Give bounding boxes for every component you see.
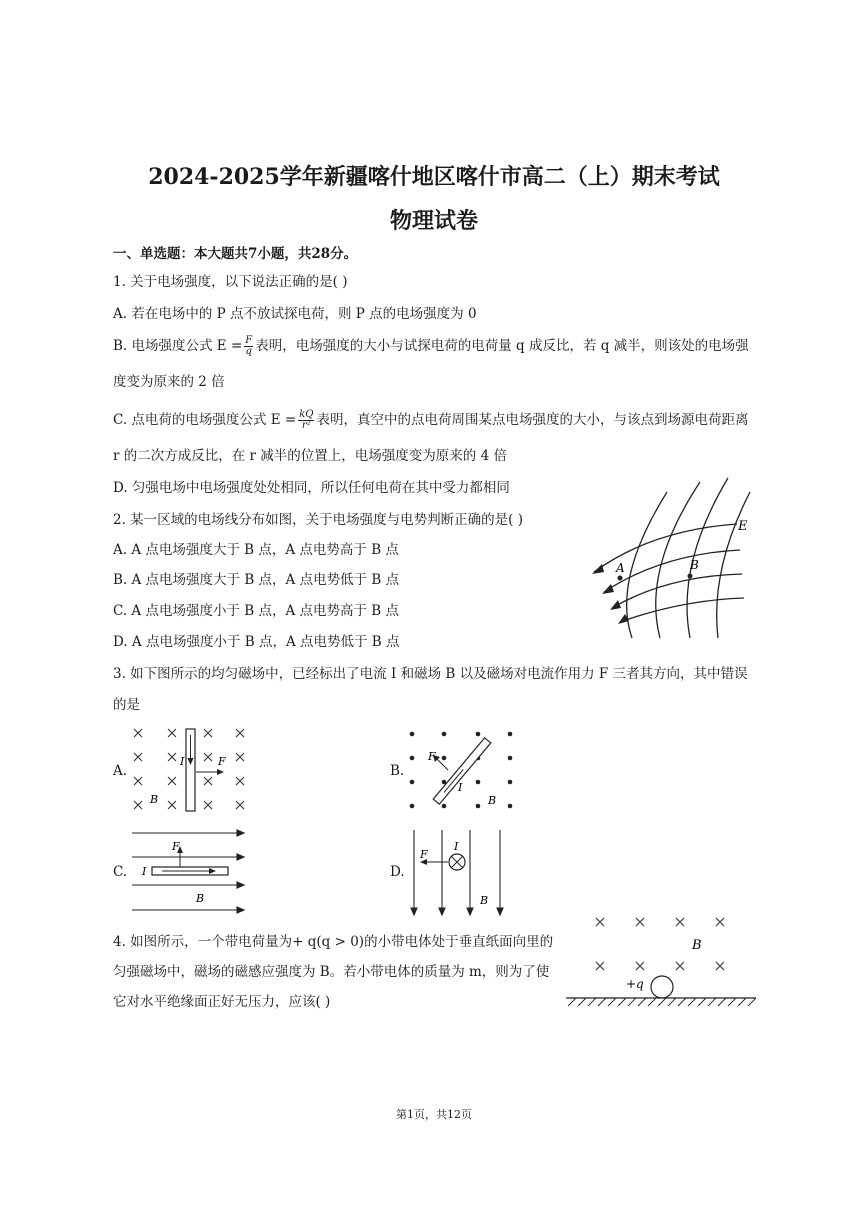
q1-option-c-cont: r 的二次方成反比，在 r 减半的位置上，电场强度变为原来的 4 倍 [113, 448, 507, 464]
force-label: F [428, 750, 436, 763]
q3-option-d-diagram [406, 828, 510, 920]
force-label: F [172, 840, 180, 853]
q4-diagram [562, 912, 758, 1012]
q3-option-b-label: B. [390, 763, 405, 779]
equipotential-arc-4 [717, 492, 750, 638]
q1-c-fraction [298, 410, 314, 431]
field-label: B [488, 794, 497, 807]
force-arrow [436, 758, 448, 770]
q3-option-b-diagram [404, 728, 522, 814]
current-label: I [454, 840, 459, 853]
field-line-3 [612, 574, 742, 608]
section-heading: 一、单选题：本大题共7小题，共28分。 [113, 246, 358, 262]
q2-field-line-diagram [572, 470, 762, 642]
q4-field-label: B [692, 938, 702, 953]
field-label: B [196, 892, 205, 905]
q2-option-c: C. A 点电场强度小于 B 点，A 点电势高于 B 点 [113, 603, 400, 619]
q1-b-frac-den: q [245, 346, 252, 357]
q1-stem: 1. 关于电场强度，以下说法正确的是( ) [113, 274, 348, 290]
field-line-4 [620, 598, 744, 622]
arrow-head-1 [592, 564, 604, 574]
q3-option-c-diagram [130, 828, 248, 916]
page-subtitle: 物理试卷 [389, 208, 478, 234]
q3-option-a-diagram [130, 725, 255, 815]
q1-option-a: A. 若在电场中的 P 点不放试探电荷，则 P 点的电场强度为 0 [113, 306, 477, 322]
q1-c-frac-den: r² [301, 420, 311, 431]
arrow-head-3 [610, 600, 621, 610]
q1-option-b-cont: 度变为原来的 2 倍 [113, 374, 225, 390]
current-label: I [458, 781, 463, 794]
field-label-e: E [738, 519, 748, 534]
charge-label: +q [626, 977, 644, 991]
point-a-dot [618, 576, 623, 581]
q1-c-post: 表明，真空中的点电荷周围某点电场强度的大小，与该点到场源电荷距离 [316, 412, 749, 428]
q4-line-3: 它对水平绝缘面正好无压力，应该( ) [113, 994, 331, 1010]
point-b-dot [688, 574, 693, 579]
arrow-head-2 [602, 584, 614, 594]
field-label: B [150, 793, 159, 806]
current-label: I [180, 755, 185, 768]
ground-hatching [568, 998, 756, 1006]
q1-option-b [113, 336, 749, 357]
force-label: F [420, 848, 428, 861]
point-label-b: B [690, 558, 699, 572]
q3-option-c-label: C. [113, 864, 128, 880]
q1-b-post: 表明，电场强度的大小与试探电荷的电荷量 q 成反比，若 q 减半，则该处的电场强 [255, 338, 749, 354]
q4-line-2: 匀强磁场中，磁场的磁感应强度为 B。若小带电体的质量为 m，则为了使 [113, 964, 550, 980]
q1-c-frac-num: kQ [299, 409, 314, 420]
page-footer: 第1页，共12页 [396, 1108, 472, 1121]
q1-b-pre: B. 电场强度公式 E = [113, 338, 243, 354]
current-label: I [142, 865, 147, 878]
point-label-a: A [616, 561, 625, 575]
q2-option-b: B. A 点电场强度大于 B 点，A 点电势低于 B 点 [113, 572, 400, 588]
q3-option-d-label: D. [390, 864, 405, 880]
field-label: B [480, 894, 489, 907]
q3-stem-cont: 的是 [113, 697, 140, 713]
q3-option-a-label: A. [113, 763, 128, 779]
q4-line-1: 4. 如图所示，一个带电荷量为+ q(q > 0)的小带电体处于垂直纸面向里的 [113, 934, 554, 950]
page-title: 2024-2025学年新疆喀什地区喀什市高二（上）期末考试 [148, 164, 720, 190]
q2-stem: 2. 某一区域的电场线分布如图，关于电场强度与电势判断正确的是( ) [113, 512, 523, 528]
q1-option-c [113, 410, 748, 431]
charged-ball [651, 976, 673, 998]
q1-c-pre: C. 点电荷的电场强度公式 E = [113, 412, 297, 428]
magnetic-field-crosses [596, 918, 724, 970]
q1-b-fraction [244, 336, 253, 357]
force-label: F [218, 755, 226, 768]
q2-option-a: A. A 点电场强度大于 B 点，A 点电势高于 B 点 [113, 542, 399, 558]
q1-b-frac-num: F [245, 335, 253, 346]
q1-option-d: D. 匀强电场中电场强度处处相同，所以任何电荷在其中受力都相同 [113, 480, 510, 496]
q2-option-d: D. A 点电场强度小于 B 点，A 点电势低于 B 点 [113, 634, 400, 650]
q3-stem: 3. 如下图所示的均匀磁场中，已经标出了电流 I 和磁场 B 以及磁场对电流作用力 F 三者其方向，其中错误 [113, 666, 748, 682]
